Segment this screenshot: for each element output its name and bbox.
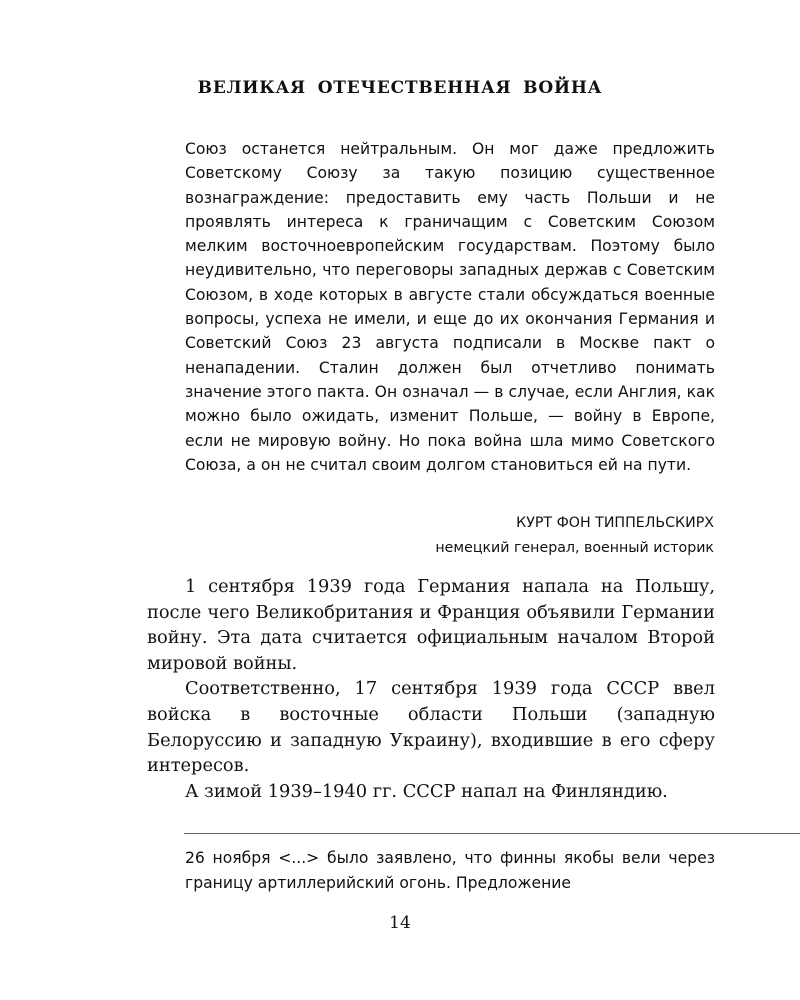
- continued-quote: [185, 846, 715, 896]
- running-head: ВЕЛИКАЯ ОТЕЧЕСТВЕННАЯ ВОЙНА: [197, 78, 603, 98]
- section-divider: [184, 833, 800, 834]
- page-number: 14: [389, 913, 411, 933]
- body-paragraph-2: Соответственно, 17 сентября 1939 года СССР ввел войска в восточные области Польши (западную Белоруссию и западную Украину), входившие в его сферу интересов.: [147, 678, 715, 777]
- epigraph-author-role: немецкий генерал, военный историк: [435, 540, 714, 556]
- main-text: [147, 574, 715, 804]
- epigraph-quote: [185, 137, 715, 477]
- body-paragraph-3: А зимой 1939–1940 гг. СССР напал на Финляндию.: [185, 780, 668, 802]
- epigraph-text: Союз останется нейтральным. Он мог даже предложить Советскому Союзу за такую позицию существенное вознаграждение: предоставить ему часть Польши и не проявлять интереса к граничащим с Советским Союзом мелким восточноевропейским государствам. Поэтому было неудивительно, что переговоры западных держав с Советским Союзом, в ходе которых в августе стали обсуждаться военные вопросы, успеха не имели, и еще до их окончания Германия и Советский Союз 23 августа подписали в Москве пакт о ненападении. Сталин должен был отчетливо понимать значение этого пакта. Он означал — в случае, если Англия, как можно было ожидать, изменит Польше, — войну в Европе, если не мировую войну. Но пока война шла мимо Советского Союза, а он не считал своим долгом становиться ей на пути.: [185, 140, 715, 474]
- epigraph-author: КУРТ ФОН ТИППЕЛЬСКИРХ: [516, 515, 714, 531]
- epigraph-attribution: [435, 511, 714, 561]
- continued-quote-text: 26 ноября <...> было заявлено, что финны якобы вели через границу артиллерийский огонь. Предложение: [185, 849, 715, 892]
- body-paragraph-1: 1 сентября 1939 года Германия напала на Польшу, после чего Великобритания и Франция объявили Германии войну. Эта дата считается официальным началом Второй мировой войны.: [147, 576, 715, 674]
